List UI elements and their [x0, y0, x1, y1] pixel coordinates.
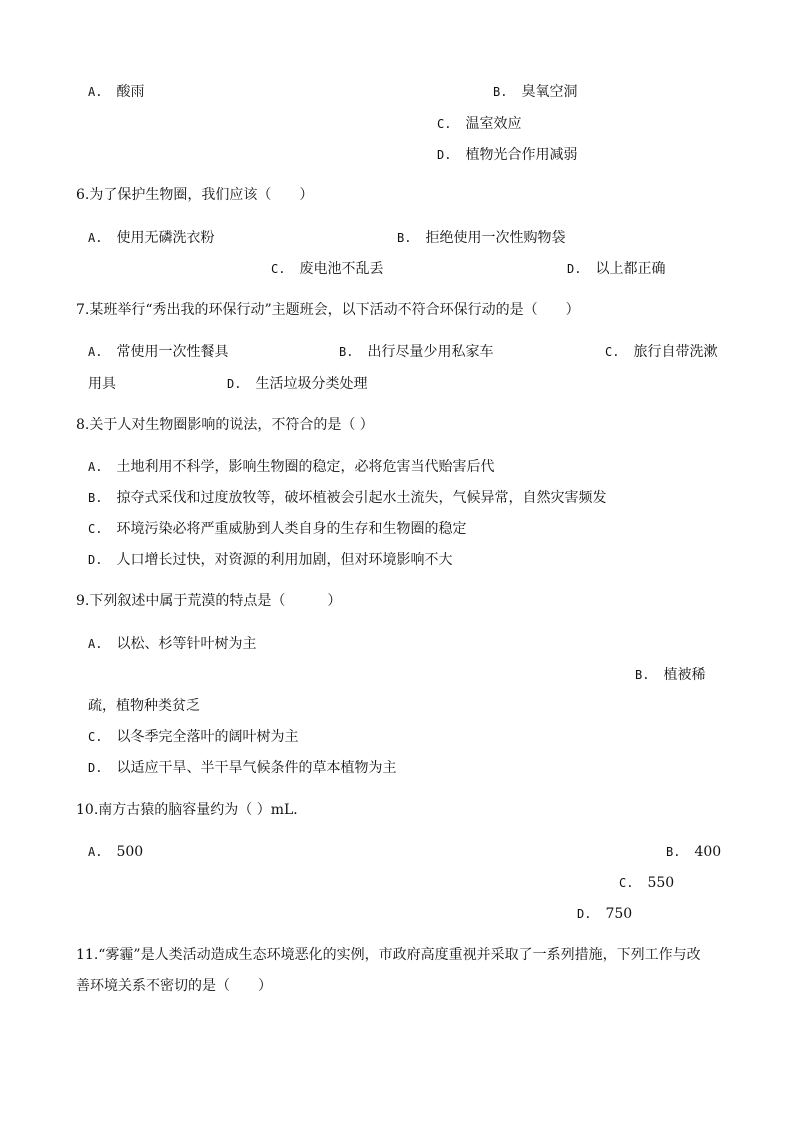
option-letter: C. — [271, 262, 286, 276]
q8-option-b — [88, 489, 606, 507]
option-text: 400 — [694, 844, 722, 860]
q11-stem-line1: 11.“雾霾”是人类活动造成生态环境恶化的实例，市政府高度重视并采取了一系列措施，下列工作与改 — [76, 947, 701, 963]
option-text: 掠夺式采伐和过度放牧等，破坏植被会引起水土流失，气候异常，自然灾害频发 — [116, 490, 607, 506]
q10-option-b — [666, 843, 721, 861]
option-text: 温室效应 — [465, 116, 522, 132]
option-letter: B. — [339, 345, 354, 359]
q7-option-d — [227, 375, 367, 393]
option-text: 拒绝使用一次性购物袋 — [425, 230, 566, 246]
option-text: 750 — [605, 906, 633, 922]
q6-option-b — [397, 229, 565, 247]
option-letter: C. — [605, 345, 620, 359]
option-letter: A. — [88, 345, 103, 359]
option-text: 植物光合作用减弱 — [465, 147, 578, 163]
q9-option-c — [88, 728, 298, 746]
q10-option-c — [619, 874, 674, 892]
option-letter: B. — [493, 85, 508, 99]
option-letter: A. — [88, 637, 103, 651]
option-letter: A. — [88, 460, 103, 474]
q6-option-a — [88, 229, 214, 247]
q10-option-a — [88, 843, 143, 861]
option-letter: B. — [397, 231, 412, 245]
option-text: 出行尽量少用私家车 — [367, 344, 494, 360]
q5-option-a — [88, 83, 144, 101]
q6-option-d — [567, 260, 665, 278]
option-text: 以松、杉等针叶树为主 — [116, 636, 257, 652]
option-text: 废电池不乱丢 — [299, 261, 384, 277]
q7-option-a — [88, 343, 228, 361]
option-letter: A. — [88, 845, 103, 859]
q10-stem: 10.南方古猿的脑容量约为（ ）mL． — [76, 802, 308, 818]
option-letter: A. — [88, 85, 103, 99]
option-text: 500 — [116, 844, 144, 860]
option-letter: C. — [619, 876, 634, 890]
q7-stem: 7.某班举行“秀出我的环保行动”主题班会，以下活动不符合环保行动的是（ ） — [76, 302, 580, 318]
q9-option-d — [88, 759, 396, 777]
option-text: 人口增长过快，对资源的利用加剧，但对环境影响不大 — [116, 552, 453, 568]
option-letter: D. — [88, 553, 103, 567]
q8-stem: 8.关于人对生物圈影响的说法，不符合的是（ ） — [76, 417, 374, 433]
q7-option-c-wrap: 用具 — [88, 376, 116, 392]
option-text: 臭氧空洞 — [521, 84, 578, 100]
option-letter: D. — [437, 148, 452, 162]
q5-option-d — [437, 146, 577, 164]
q9-stem: 9.下列叙述中属于荒漠的特点是（ ） — [76, 593, 342, 609]
option-text: 旅行自带洗漱 — [633, 344, 718, 360]
q8-option-a — [88, 458, 494, 476]
option-text: 以冬季完全落叶的阔叶树为主 — [116, 729, 299, 745]
q8-option-c — [88, 520, 466, 538]
q6-option-c — [271, 260, 383, 278]
option-text: 常使用一次性餐具 — [116, 344, 229, 360]
q5-option-c — [437, 115, 521, 133]
q9-option-a — [88, 635, 256, 653]
q10-option-d — [577, 905, 632, 923]
option-text: 植被稀 — [663, 667, 706, 683]
option-text: 酸雨 — [116, 84, 145, 100]
option-letter: C. — [88, 730, 103, 744]
q6-stem: 6.为了保护生物圈，我们应该（ ） — [76, 187, 314, 203]
option-letter: C. — [437, 117, 452, 131]
option-text: 使用无磷洗衣粉 — [116, 230, 215, 246]
option-text: 以适应干旱、半干旱气候条件的草本植物为主 — [116, 760, 397, 776]
q7-option-c — [605, 343, 717, 361]
option-letter: D. — [227, 377, 242, 391]
option-text: 环境污染必将严重威胁到人类自身的生存和生物圈的稳定 — [116, 521, 467, 537]
option-letter: C. — [88, 522, 103, 536]
option-letter: D. — [567, 262, 582, 276]
q7-option-b — [339, 343, 493, 361]
option-text: 以上都正确 — [595, 261, 666, 277]
option-letter: D. — [577, 907, 592, 921]
option-letter: B. — [666, 845, 681, 859]
q11-stem-line2: 善环境关系不密切的是（ ） — [76, 978, 272, 994]
option-letter: A. — [88, 231, 103, 245]
q5-option-b — [493, 83, 577, 101]
option-text: 生活垃圾分类处理 — [255, 376, 368, 392]
q9-option-b-wrap: 疏，植物种类贫乏 — [88, 698, 200, 714]
option-text: 土地利用不科学，影响生物圈的稳定，必将危害当代贻害后代 — [116, 459, 495, 475]
q9-option-b — [635, 666, 705, 684]
option-text: 550 — [647, 875, 675, 891]
option-letter: D. — [88, 761, 103, 775]
option-letter: B. — [635, 668, 650, 682]
option-letter: B. — [88, 491, 103, 505]
q8-option-d — [88, 551, 452, 569]
